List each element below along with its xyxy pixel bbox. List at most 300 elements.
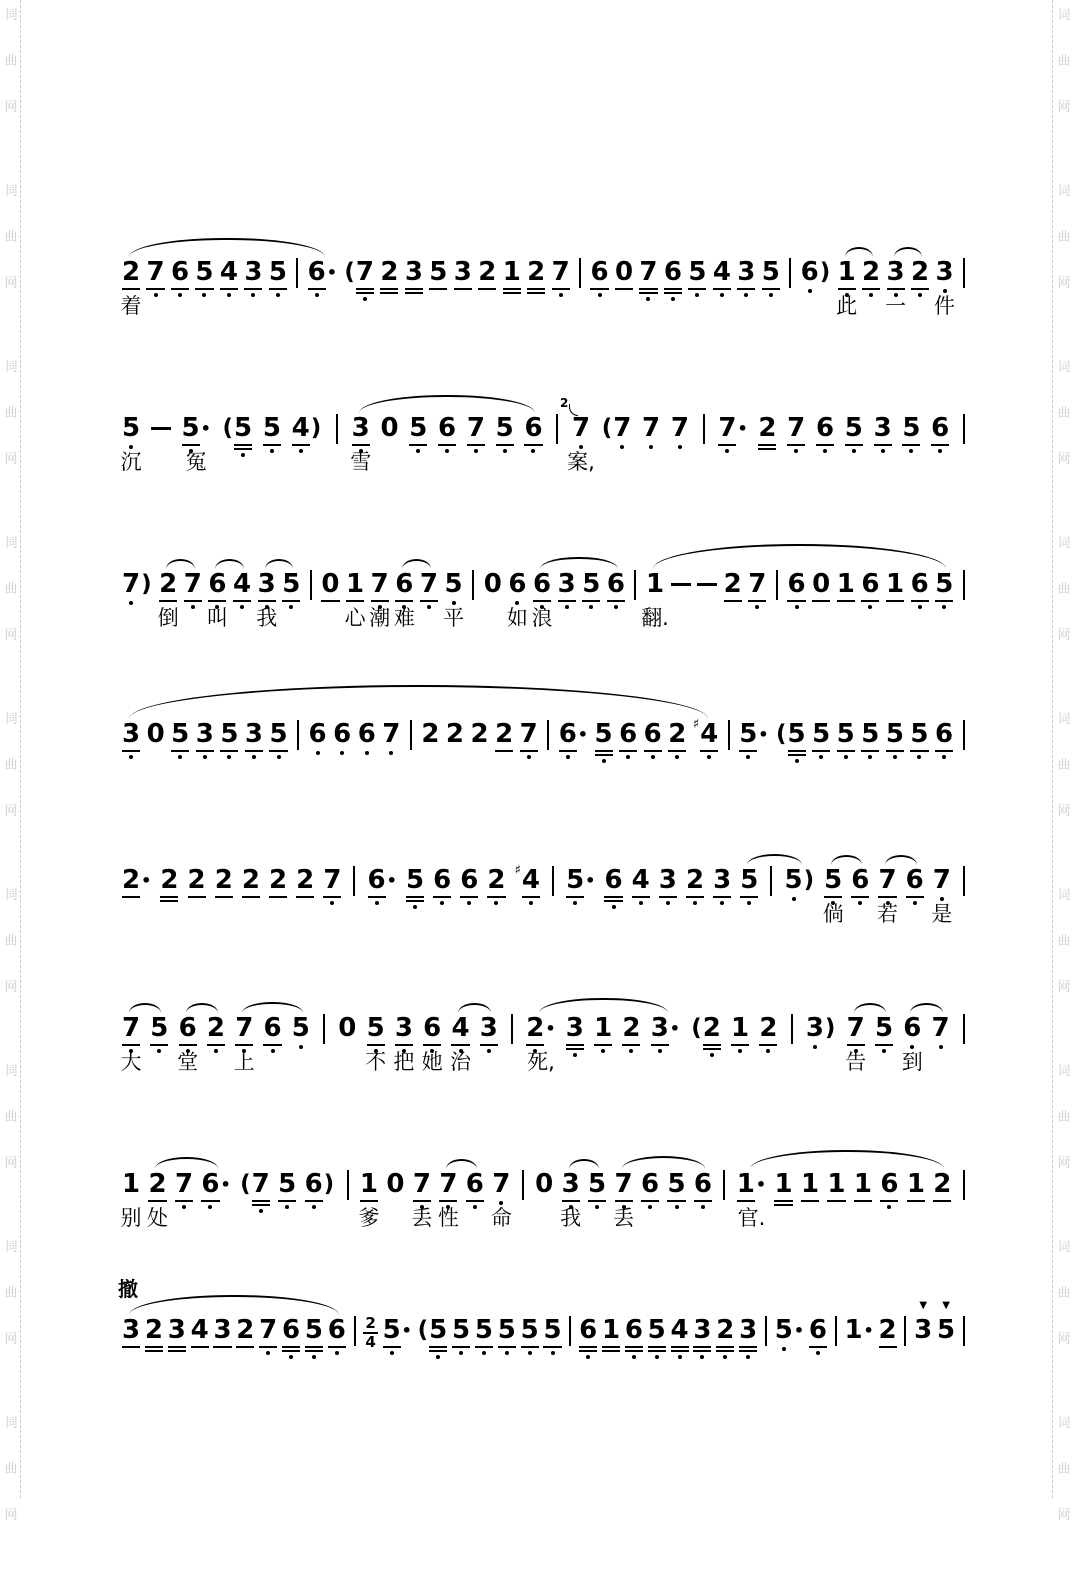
note-token	[688, 258, 706, 297]
note-token	[739, 1316, 757, 1359]
beam-underline	[527, 288, 545, 290]
note-core	[122, 414, 140, 449]
beam-underline	[213, 1346, 231, 1348]
octave-dot-below	[271, 1049, 275, 1053]
lyric: 堂	[177, 1050, 199, 1074]
note-core	[737, 258, 755, 297]
note-digit: 5	[937, 1315, 956, 1345]
note-core	[338, 1014, 356, 1042]
beam-underline	[801, 1200, 819, 1202]
beam-underline	[879, 1346, 897, 1348]
note-core	[874, 414, 892, 453]
note-digit: 5	[787, 719, 806, 749]
slur-arc	[854, 1003, 886, 1013]
octave-dot-below	[335, 1351, 339, 1355]
note-digit: 4	[700, 719, 719, 749]
octave-dot-below	[938, 449, 942, 453]
note-token	[607, 570, 625, 609]
slur-arc	[747, 854, 802, 865]
note-digit: 5	[278, 1169, 297, 1199]
note-token	[122, 866, 151, 898]
note-digit: 5	[885, 719, 904, 749]
note-token	[844, 1316, 873, 1344]
beam-underline	[395, 1044, 413, 1046]
beam-underline	[788, 750, 806, 752]
note-digit: 6	[590, 257, 609, 287]
beam-underline	[234, 444, 252, 446]
note-token	[296, 866, 314, 898]
note-digit: 6	[170, 257, 190, 287]
note-digit: 1	[906, 1169, 925, 1199]
note-token	[692, 717, 719, 759]
octave-dot-below	[363, 297, 367, 301]
note-core	[269, 720, 287, 759]
note-digit: 6	[851, 865, 870, 895]
octave-dot-below	[942, 755, 946, 759]
note-digit: 7	[878, 865, 897, 895]
note-core	[582, 570, 600, 609]
watermark-text: 网	[4, 452, 18, 467]
lyric: 丢	[411, 1206, 433, 1230]
lyric: 到	[901, 1050, 923, 1074]
note-core	[521, 1316, 539, 1355]
note-core	[737, 1170, 755, 1202]
note-core	[543, 1316, 561, 1355]
note-digit: 6	[606, 569, 625, 599]
note-digit: 5	[304, 1315, 323, 1345]
note-core	[651, 1014, 669, 1053]
beam-underline	[150, 1044, 168, 1046]
octave-dot-below	[340, 751, 344, 755]
octave-dot-below	[505, 1351, 509, 1355]
note-token	[886, 570, 904, 602]
sharp-sign: ♯	[692, 717, 700, 732]
note-token	[393, 1013, 415, 1074]
octave-dot-below	[620, 445, 624, 449]
lyric: 不	[365, 1050, 387, 1074]
beam-underline	[323, 896, 341, 898]
bar-line	[904, 1316, 906, 1346]
note-core	[498, 1316, 516, 1355]
beam-underline	[824, 896, 842, 898]
note-digit: 5	[836, 719, 855, 749]
octave-dot-below	[646, 297, 650, 301]
octave-dot-below	[918, 605, 922, 609]
note-core	[911, 258, 929, 297]
time-signature-numerator: 2	[365, 1314, 376, 1332]
beam-underline	[740, 896, 758, 898]
note-core	[356, 258, 374, 301]
note-token	[559, 396, 595, 474]
watermark-text: 网	[1057, 452, 1071, 467]
note-token	[460, 866, 478, 905]
watermark-text: 词	[4, 536, 18, 551]
note-core	[371, 570, 389, 609]
augmentation-dot: •	[755, 1175, 767, 1194]
note-digit: 6	[307, 257, 326, 287]
music-system-1	[120, 212, 968, 318]
watermark-text: 网	[4, 100, 18, 115]
slur-arc	[622, 1156, 705, 1169]
note-digit: 6	[524, 413, 543, 443]
music-system-4	[122, 674, 968, 763]
note-digit: 5	[688, 257, 707, 287]
right-dashed-guide-line	[1052, 0, 1053, 1498]
watermark-text: 网	[1057, 1156, 1071, 1171]
note-token	[931, 865, 953, 926]
note-token	[475, 1316, 493, 1355]
note-token	[836, 257, 858, 318]
note-token	[421, 1013, 443, 1074]
bar-line	[296, 258, 298, 288]
beam-underline	[475, 1346, 493, 1348]
note-core	[296, 866, 314, 898]
note-token	[213, 1316, 231, 1348]
note-digit: 4	[670, 1315, 689, 1345]
lyric: 性	[437, 1206, 459, 1230]
note-token	[196, 720, 214, 759]
augmentation-dot: •	[200, 419, 211, 438]
note-digit: 4	[712, 257, 731, 287]
beam-underline	[503, 292, 521, 294]
note-digit: 1	[774, 1169, 793, 1199]
note-digit: 1	[827, 1169, 846, 1199]
note-digit: 0	[338, 1013, 357, 1043]
bar-line	[723, 1170, 725, 1200]
beam-underline	[615, 288, 633, 290]
octave-dot-below	[678, 1355, 682, 1359]
beam-underline	[602, 1350, 620, 1352]
octave-dot-below	[413, 905, 417, 909]
note-token	[184, 570, 202, 609]
beam-underline	[659, 896, 677, 898]
watermark-text: 网	[1057, 980, 1071, 995]
note-digit: 2	[526, 1013, 545, 1043]
beam-underline	[543, 1346, 561, 1348]
note-core	[382, 720, 400, 755]
octave-dot-below	[766, 1049, 770, 1053]
notes-row	[122, 717, 968, 763]
note-digit: 0	[535, 1169, 554, 1199]
note-digit: 6	[327, 1315, 346, 1345]
slur-arc	[750, 1150, 945, 1169]
note-digit: 6	[643, 719, 662, 749]
lyric: 沉	[120, 450, 142, 474]
octave-dot-below	[792, 897, 796, 901]
note-digit: 5	[761, 257, 780, 287]
bar-line	[963, 570, 965, 600]
note-core	[588, 1170, 606, 1209]
watermark-text: 词	[4, 1416, 18, 1431]
bar-line	[353, 866, 355, 896]
octave-dot-below	[626, 755, 630, 759]
watermark-text: 网	[1057, 276, 1071, 291]
note-core	[452, 1316, 470, 1355]
octave-dot-below	[612, 905, 616, 909]
note-digit: 7	[183, 569, 202, 599]
note-digit: 7	[466, 413, 485, 443]
note-token	[409, 414, 427, 453]
note-digit: 7	[174, 1169, 194, 1199]
note-digit: 6	[910, 569, 929, 599]
note-token	[171, 258, 189, 297]
octave-dot-below	[499, 1201, 503, 1205]
bar-line	[791, 1014, 793, 1044]
slur-arc	[845, 247, 873, 257]
bar-line	[835, 1316, 837, 1346]
octave-dot-below	[675, 755, 679, 759]
beam-underline	[405, 288, 423, 290]
beam-underline	[812, 600, 830, 602]
watermark-text: 网	[4, 980, 18, 995]
note-digit: 2	[470, 719, 489, 749]
bar-line	[963, 1170, 965, 1200]
beam-underline	[713, 896, 731, 898]
note-core	[292, 414, 310, 453]
note-core	[423, 1014, 441, 1053]
note-digit: 6	[532, 569, 552, 599]
note-core	[413, 1170, 431, 1209]
note-digit: 5	[812, 719, 831, 749]
watermark-text: 网	[4, 804, 18, 819]
note-core	[607, 570, 625, 609]
octave-dot-below	[649, 445, 653, 449]
octave-dot-below	[203, 755, 207, 759]
time-signature	[363, 1315, 377, 1350]
lyric: 难	[393, 606, 415, 630]
octave-dot-below	[467, 901, 471, 905]
note-token	[736, 1169, 767, 1230]
beam-underline	[521, 1346, 539, 1348]
note-core	[508, 570, 526, 605]
beam-underline	[878, 896, 896, 898]
octave-dot-below	[942, 605, 946, 609]
note-digit: 2	[668, 719, 687, 749]
lyric: 别	[120, 1206, 142, 1230]
beam-underline	[242, 896, 260, 898]
note-digit: 6	[208, 569, 227, 599]
note-token	[694, 1170, 712, 1209]
note-token	[934, 257, 955, 318]
note-core	[844, 1316, 862, 1344]
note-digit: 5	[382, 1315, 401, 1345]
beam-underline	[296, 896, 314, 898]
beam-underline	[759, 1044, 777, 1046]
note-core	[713, 866, 731, 905]
bar-line	[354, 1316, 356, 1346]
note-token	[188, 866, 206, 898]
note-core	[671, 1316, 689, 1359]
note-core	[527, 258, 545, 294]
octave-dot-below	[559, 293, 563, 297]
beam-underline	[480, 1044, 498, 1046]
bar-line	[522, 1170, 524, 1200]
octave-dot-below	[515, 601, 519, 605]
beam-underline	[346, 600, 364, 602]
note-core	[244, 258, 262, 297]
note-digit: 0	[146, 719, 165, 749]
note-core	[160, 866, 178, 902]
octave-dot-below	[440, 901, 444, 905]
note-core	[308, 258, 326, 297]
watermark-text: 词	[1057, 184, 1071, 199]
note-digit: 6	[880, 1169, 899, 1199]
note-token	[369, 569, 391, 630]
note-token	[490, 1169, 512, 1230]
sharp-sign: ♯	[514, 863, 521, 878]
beam-underline	[171, 750, 189, 752]
bar-line	[703, 414, 705, 444]
beam-underline	[739, 1346, 757, 1348]
note-digit: 5	[543, 1315, 562, 1345]
octave-dot-below	[259, 1209, 263, 1213]
note-digit: 2	[236, 1315, 255, 1345]
slur-arc	[155, 1157, 218, 1169]
note-token	[380, 258, 398, 294]
beam-underline	[527, 292, 545, 294]
note-token	[157, 569, 179, 630]
beam-underline	[188, 896, 206, 898]
note-core	[446, 720, 464, 748]
beam-underline	[664, 288, 682, 290]
slur-arc	[540, 557, 618, 569]
watermark-text: 词	[4, 1064, 18, 1079]
slur-arc	[129, 1003, 161, 1013]
beam-underline	[837, 750, 855, 752]
beam-underline	[305, 1346, 323, 1348]
note-token	[175, 1170, 193, 1209]
note-digit: 5	[269, 719, 288, 749]
note-digit: 3	[122, 719, 141, 749]
note-digit: 6	[815, 413, 835, 443]
note-digit: 6	[579, 1315, 598, 1345]
beam-underline	[906, 896, 924, 898]
note-core	[201, 1170, 219, 1209]
note-token	[411, 1169, 433, 1230]
music-system-8	[118, 1270, 968, 1359]
note-core	[812, 720, 830, 759]
octave-dot-below	[154, 293, 158, 297]
note-digit: 6	[861, 569, 880, 599]
note-digit: 2	[933, 1169, 952, 1199]
note-core	[220, 258, 238, 297]
note-token	[861, 570, 879, 609]
note-digit: 3	[213, 1315, 232, 1345]
beam-underline	[590, 288, 608, 290]
note-digit: 6	[800, 257, 819, 287]
note-token	[495, 720, 513, 752]
beam-underline	[245, 750, 263, 752]
note-digit: 6	[308, 719, 327, 749]
note-core	[146, 258, 164, 297]
beam-underline	[602, 1346, 620, 1348]
beam-underline	[582, 600, 600, 602]
note-core	[213, 1316, 231, 1348]
watermark-text: 网	[4, 1332, 18, 1347]
slur-arc	[885, 855, 917, 865]
lyric: 叫	[206, 606, 228, 630]
note-digit: 5	[181, 413, 200, 443]
beam-underline	[160, 900, 178, 902]
note-core	[122, 1316, 140, 1348]
beam-underline	[498, 1346, 516, 1348]
slur-arc	[129, 238, 325, 257]
beam-underline	[182, 444, 200, 446]
note-token	[693, 1316, 711, 1359]
note-token	[668, 720, 686, 759]
note-token	[338, 1014, 356, 1042]
note-token	[220, 720, 238, 759]
beam-underline	[671, 1350, 689, 1352]
beam-underline	[816, 444, 834, 446]
note-digit: 3	[693, 1315, 712, 1345]
note-digit: 3	[167, 1315, 186, 1345]
note-core	[775, 1316, 793, 1351]
note-token	[812, 720, 830, 759]
note-core	[774, 1170, 792, 1206]
slur-arc	[166, 559, 195, 569]
beam-underline	[933, 1200, 951, 1202]
note-core	[688, 258, 706, 297]
note-token	[716, 1316, 734, 1359]
note-core	[386, 1170, 404, 1198]
note-digit: 2	[122, 865, 141, 895]
note-token	[118, 1277, 141, 1348]
octave-dot-below	[565, 605, 569, 609]
note-token	[594, 1014, 612, 1053]
note-digit: 7	[251, 1169, 270, 1199]
note-digit: 6	[663, 257, 682, 287]
beam-underline	[931, 444, 949, 446]
beam-underline	[588, 1200, 606, 1202]
watermark-text: 词	[1057, 712, 1071, 727]
note-core	[150, 1014, 168, 1053]
close-paren: )	[803, 867, 815, 893]
beam-underline	[579, 1346, 597, 1348]
note-core	[641, 1170, 659, 1209]
left-dashed-guide-line	[20, 0, 21, 1498]
note-token	[671, 414, 689, 449]
note-token	[877, 865, 898, 926]
octave-dot-below	[913, 901, 917, 905]
note-core	[352, 414, 370, 453]
note-digit: 3	[351, 413, 370, 443]
octave-dot-below	[738, 1049, 742, 1053]
note-core	[639, 258, 657, 301]
note-digit: 2	[716, 1315, 735, 1345]
note-digit: 1	[346, 569, 365, 599]
note-core	[305, 1170, 323, 1209]
note-token	[239, 1170, 270, 1213]
octave-dot-below	[678, 445, 682, 449]
open-paren: (	[344, 259, 355, 285]
octave-dot-below	[819, 755, 823, 759]
note-core	[845, 414, 863, 453]
beam-underline	[360, 1200, 378, 1202]
note-token	[146, 258, 164, 297]
note-token	[417, 1316, 448, 1359]
bar-line	[634, 570, 636, 600]
note-core	[460, 866, 478, 905]
octave-dot-below	[614, 605, 618, 609]
note-token	[309, 720, 327, 755]
note-core	[861, 720, 879, 759]
note-core	[533, 570, 551, 609]
beam-underline	[371, 600, 389, 602]
note-digit: 5	[910, 719, 929, 749]
note-core	[269, 866, 287, 898]
note-core	[475, 1316, 493, 1355]
